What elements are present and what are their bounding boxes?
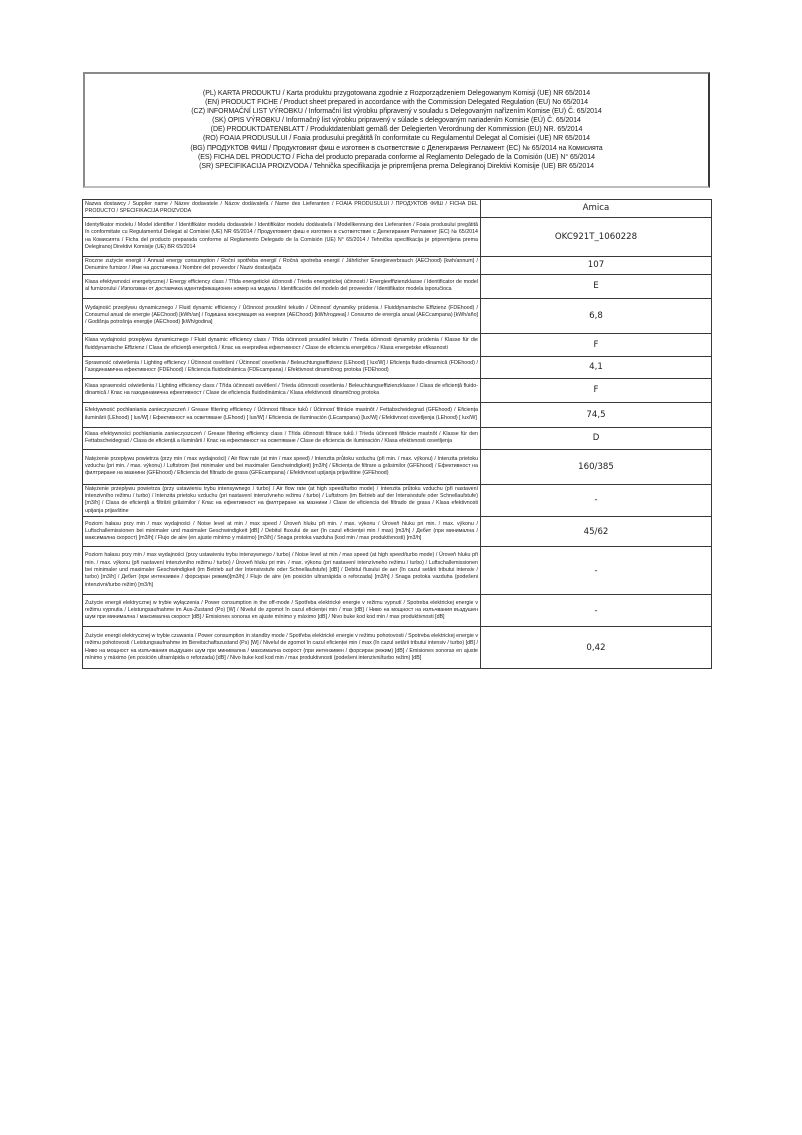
table-row-air-flow	[83, 449, 712, 484]
header-line-sk: (SK) OPIS VÝROBKU / Informačný list výrobku pripravený v súlade s delegovaným nariadením Komisie (EÚ) Č. 65/2014	[212, 117, 581, 125]
row-value-air-flow-turbo: -	[481, 484, 712, 517]
row-value-standby: 0,42	[481, 627, 712, 669]
table-row-energy-class	[83, 274, 712, 298]
row-label: Poziom hałasu przy min / max wydajności / Noise level at min / max speed / Úroveň hluku při min. / max. výkonu / Úroveň hluku pri min. / max. výkonu / Luftschallemissionen bei minimaler und maximaler Geschwindigkeit [dB] / Debitul fluxului de aer (în cazul eficienței min / max) [m3/h] / Дебит (при минимална / максимална скорост) [m3/h] / Flujo de aire (en ajuste mínimo y máximo) [m3/h] / Snaga protoka vazduha (kod min / max produktivnosti) [m3/h]	[83, 517, 481, 547]
row-value-annual-energy: 107	[481, 256, 712, 274]
table-row-model-identifier	[83, 217, 712, 256]
header-line-en: (EN) PRODUCT FICHE / Product sheet prepared in accordance with the Commission Delegated Regulation (EU) No 65/2014	[205, 99, 588, 107]
row-label: Nazwa dostawcy / Supplier name / Název dodavatele / Názov dodávateľa / Name des Lieferanten / FOAIA PRODUSULUI / ПРОДУКТОВ ФИШ / FICHA DEL PRODUCTO / SPECIFIKACIJA PROIZVODA	[83, 200, 481, 218]
header-line-es: (ES) FICHA DEL PRODUCTO / Ficha del producto preparada conforme al Reglamento Delegado de la Comisión (UE) N° 65/2014	[198, 153, 595, 161]
header-line-ro: (RO) FOAIA PRODUSULUI / Foaia produsului pregătită în conformitate cu Regulamentul Delegat al Comisiei (UE) NR 65/2014	[202, 135, 591, 143]
row-value-energy-class: E	[481, 274, 712, 298]
row-value-fde-class: F	[481, 333, 712, 356]
row-label: Identyfikator modelu / Model identifier / Identifikátor modelu dodavatele / Identifikátor modelu dodávateľa / Modellkennung des Lieferanten / Foaia produsului pregătită în conformitate cu Regulamentul Delegat al Comisiei (UE) NR 65/2014 / Продуктовият фиш е изготвен в съответствие с Делегирания Регламент (ЕС) № 65/2014 на Комисията / Ficha del producto preparada conforme al Reglamento Delegado de la Comisión (UE) N° 65/2014 / Tehnička specifikacija je pripremljena prema Delegiranoj Direktivi Komisije (UE) BR 65/2014	[83, 217, 481, 256]
row-value-grease: 74,5	[481, 402, 712, 427]
row-value-model: OKC921T_1060228	[481, 217, 712, 256]
header-line-de: (DE) PRODUKTDATENBLATT / Produktdatenblatt gemäß der Delegierten Verordnung der Kommission (EU) NR. 65/2014	[210, 126, 583, 134]
row-value-supplier: Amica	[481, 200, 712, 218]
row-label: Klasa sprawności oświetlenia / Lighting efficiency class / Třída účinnosti osvětlení / Trieda účinnosti osvetlenia / Beleuchtungseffizienzklasse / Clasa de eficiență fluido-dinamică / Клас на газодинамична ефективност / Clase de eficiencia fluidodinámica / Klasa efektivnosti dinamičnog protoka	[83, 378, 481, 402]
row-label: Klasa wydajności przepływu dynamicznego / Fluid dynamic efficiency class / Třída účinnosti proudění tekutin / Trieda účinnosti dynamiky prúdenia / Klasse für die fluiddynamische Effizienz / Clasa de eficiență energetică / Клас на енергийна ефективност / Clase de eficiencia energética / Klasa energetske efikasnosti	[83, 333, 481, 356]
table-row-off-mode-power	[83, 595, 712, 627]
table-row-grease-filtering	[83, 402, 712, 427]
table-row-lighting-class	[83, 378, 712, 402]
row-label: Wydajność przepływu dynamicznego / Fluid dynamic efficiency / Účinnost proudění tekutin / Účinnosť dynamiky prúdenia / Fluiddynamische Effizienz (FDEhood) / Consumul anual de energie (AEChood) [kWh/an] / Годишна консумация на енергия (AEChood) [kWh/година] / Consumo de energía anual (AECcampana) [kWh/año] / Godišnja potrošnja energije (AEChood) [kWh/godina]	[83, 298, 481, 333]
regulation-header-lines	[85, 89, 708, 171]
table-row-supplier-name	[83, 200, 712, 218]
row-value-noise-turbo: -	[481, 547, 712, 595]
row-value-air-flow: 160/385	[481, 449, 712, 484]
row-value-lighting-class: F	[481, 378, 712, 402]
table-row-air-flow-turbo	[83, 484, 712, 517]
row-value-grease-class: D	[481, 427, 712, 449]
row-label: Zużycie energii elektrycznej w trybie wyłączenia / Power consumption in the off-mode / Spotřeba elektrické energie v režimu vypnutí / Spotreba elektrickej energie v režimu vypnutia / Leistungsaufnahme im Aus-Zustand (Po) [W] / Nivelul de zgomot în cazul eficienței min / max [dB] / Ниво на мощност на излъчвания въздушен шум при минимална / максимална скорост [dB] / Emisiones sonoras en ajuste mínimo y máximo [dB] / Nivo buke kod kod min / max produktivnosti [dB]	[83, 595, 481, 627]
table-row-fluid-dynamic-efficiency	[83, 298, 712, 333]
row-label: Efektywność pochłaniania zanieczyszczeń / Grease filtering efficiency / Účinnost filtrace tuků / Účinnosť filtrácie mastnôt / Fettabscheidegrad (GFEhood) / Eficiența iluminării (LEhood) [ lux/W] / Ефективност на осветяване (LEhood) [ lux/W] / Eficiencia de iluminación (LEcampana) [lux/W] / Efektivnost osvetljenja (LEhood) [ lux/W]	[83, 402, 481, 427]
header-line-pl: (PL) KARTA PRODUKTU / Karta produktu przygotowana zgodnie z Rozporządzeniem Delegowanym Komisji (UE) NR 65/2014	[202, 90, 591, 97]
table-row-grease-class	[83, 427, 712, 449]
header-line-sr: (SR) SPECIFIKACIJA PROIZVODA / Tehnička specifikacija je pripremljena prema Delegiranoj Direktivi Komisije (UE) BR 65/2014	[199, 162, 594, 170]
table-row-annual-energy	[83, 256, 712, 274]
row-label: Poziom hałasu przy min / max wydajności (przy ustawieniu trybu intensywnego / turbo) / Noise level at min / max speed (at high speed/turbo mode) / Úroveň hluku při min. / max. výkonu (při nastavení intenzivního režimu / turbo) / Úroveň hluku pri min. / max. výkonu (pri nastavení intenzívneho režimu / turbo) / Luftschallemissionen bei minimaler und maximaler Geschwindigkeit (im Betrieb auf der Intensivstufe oder Schnellaufstufe) [dB] / Debitul fluxului de aer (în cazul setării tributui intensiv / turbo) [m3/h] / Дебит (при интензивен / форсиран режим)[m3/h] / Flujo de aire (en posición ultrarrápida o reforzada) [m3/h] / Snaga protoka vazduha (podešeni intenzivni/turbo režim) [m3/h]	[83, 547, 481, 595]
row-value-noise: 45/62	[481, 517, 712, 547]
row-value-off-mode: -	[481, 595, 712, 627]
row-label: Natężenie przepływu powietrza (przy ustawieniu trybu intensywnego / turbo) / Air flow rate (at high speed/turbo mode) / Intenzita průtoku vzduchu (při nastavení intenzivního režimu / turbo) / Intenzita prietoku vzduchu (pri nastavení intenzívneho režimu / turbo) / Luftstrom (im Betrieb auf der Intensivstufe oder Schnellaufstufe) [m3/h] / Clasa de eficiență a filtrării grăsimilor / Клас на ефективност на филтриране на мазнини / Clase de eficiencia del filtrado de grasa / Klasa efektivnosti upijanja prijavštine	[83, 484, 481, 517]
row-label: Roczne zużycie energii / Annual energy consumption / Roční spotřeba energií / Ročná spotreba energii / Jährlicher Energieverbrauch (AEChood) [kwh/annum] / Denumire furnizor / Име на доставчика / Nombre del proveedor / Naziv dostavljača	[83, 256, 481, 274]
table-row-fluid-dynamic-class	[83, 333, 712, 356]
product-fiche-table	[82, 199, 712, 669]
header-line-bg: (BG) ПРОДУКТОВ ФИШ / Продуктовият фиш е изготвен в съответствие с Делегирания Регламент (ЕС) № 65/2014 на Комисията	[190, 144, 603, 152]
row-label: Klasa efektywności pochłaniania zanieczyszczeń / Grease filtering efficiency class / Třída účinnosti filtrace tuků / Trieda účinnosti filtrácie mastnôt / Klasse für den Fettabscheidegrad / Clasa de eficiență a iluminării / Клас на ефективност на осветяване / Clase de eficiencia de iluminación / Klasa efektivnosti osvetljenja	[83, 427, 481, 449]
row-value-fde: 6,8	[481, 298, 712, 333]
row-value-lighting: 4,1	[481, 356, 712, 378]
header-line-cz: (CZ) INFORMAČNÍ LIST VÝROBKU / Informační list výrobku připravený v souladu s Delegovaným nařízením Komise (EU) Č. 65/2014	[191, 108, 602, 116]
row-label: Sprawność oświetlenia / Lighting efficiency / Účinnost osvětlení / Účinnosť osvetlenia / Beleuchtungseffizienz (LEhood) [ lux/W] / Eficiența fluido-dinamică (FDEhood) / Газодинамична ефективност (FDEhood) / Eficiencia fluidodinámica (FDEcampana) / Efektivnost dinamičnog protoka (FDEhood)	[83, 356, 481, 378]
table-row-noise-level-turbo	[83, 547, 712, 595]
row-label: Zużycie energii elektrycznej w trybie czuwania / Power consumption in standby mode / Spotřeba elektrické energie v režimu pohotovosti / Spotreba elektrickej energie v režimu pohotovosti / Leistungsaufnahme im Bereitschaftszustand (Ps) [W] / Nivelul de zgomot în cazul eficienței min / max (în cazul setării tributui intensiv / turbo) [dB] / Ниво на мощност на излъчвания въздушен шум при минимална / максимална скорост (при интензивен / форсиран режим) [dB] / Emisiones sonoras en ajuste mínimo y máximo (en posición ultrarrápida o reforzada) [dB] / Nivo buke kod kod min / max produktivnosti (podešeni intenzivni/turbo režim) [dB]	[83, 627, 481, 669]
regulation-header-box	[83, 72, 710, 188]
table-row-lighting-efficiency	[83, 356, 712, 378]
table-row-standby-power	[83, 627, 712, 669]
table-row-noise-level	[83, 517, 712, 547]
row-label: Natężenie przepływu powietrza (przy min / max wydajności) / Air flow rate (at min / max speed) / Intenzita průtoku vzduchu (při min. / max. výkonu) / Intenzita prietoku vzduchu (pri min. / max. výkonu) / Luftstrom (bei minimaler und bei maximaler Geschwindigkeit) [m3/h] / Eficiența de filtrare a grăsimilor (GFEhood) / Ефективност на филтриране на мазнини (GFEhood) / Eficiencia del filtrado de grasa (GFEcampana) / Efektivnost upijanja prijavštine (GFEhood)	[83, 449, 481, 484]
row-label: Klasa efektywności energetycznej / Energy efficiency class / Třída energetické účinnosti / Trieda energetickej účinnosti / Energieeffizienzklasse / Identificator de model al furnizorului / Използван от доставчика идентификационен номер на модела / Identificación del modelo del proveedor / Identifikator modela isporučioca	[83, 274, 481, 298]
